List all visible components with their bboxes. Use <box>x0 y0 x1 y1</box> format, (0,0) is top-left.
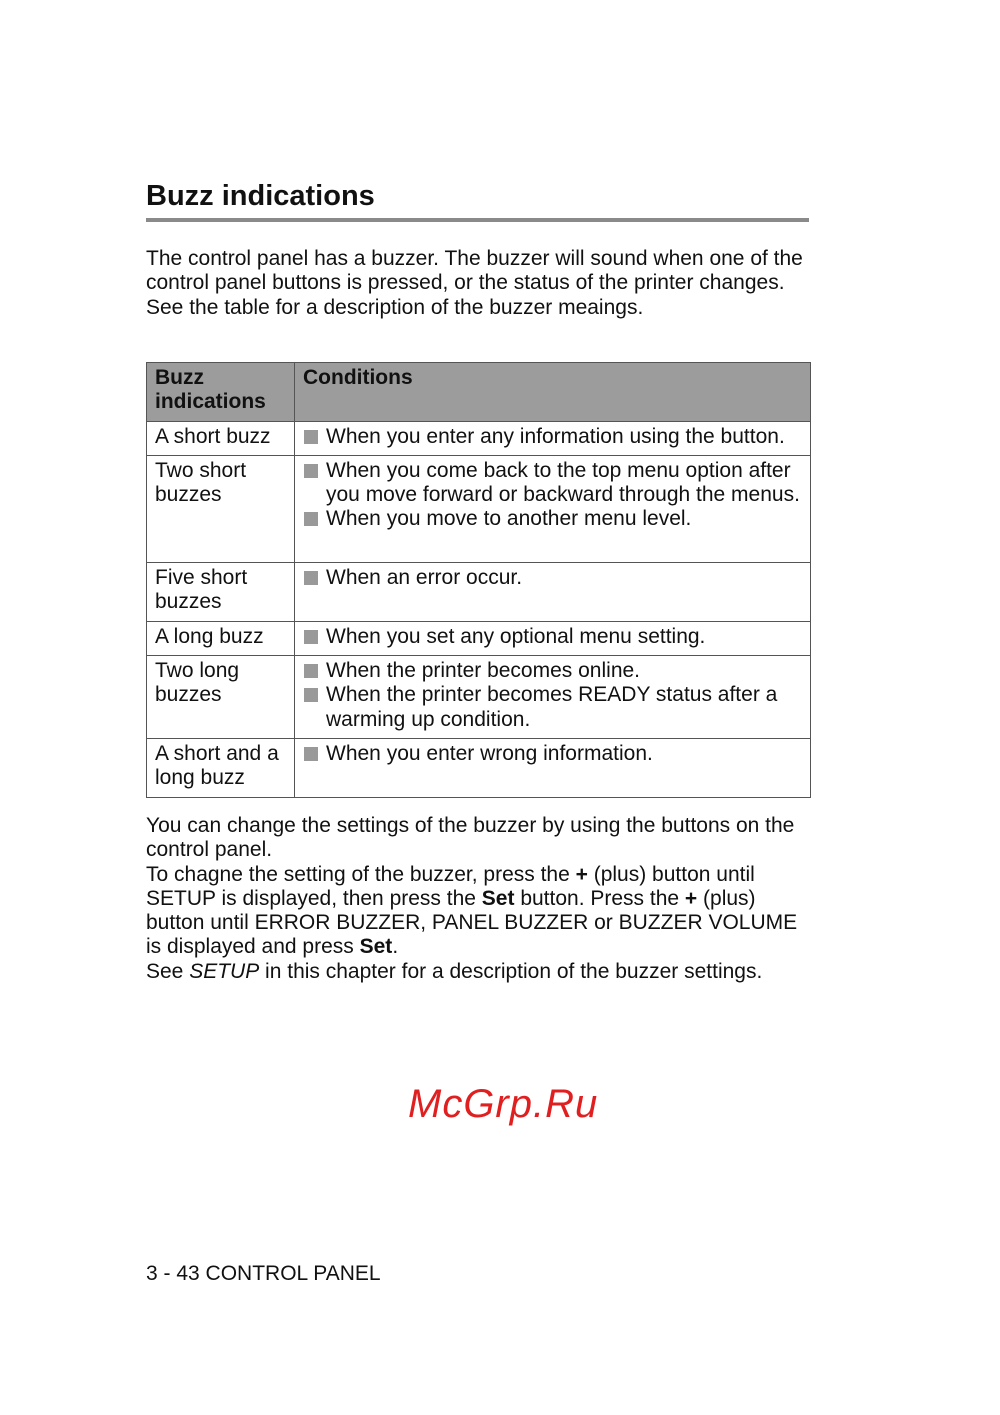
table-row <box>147 656 811 739</box>
buzz-cell: A short and a long buzz <box>147 739 295 798</box>
condition-bullet: When you enter any information using the button. <box>303 425 802 449</box>
text: in this chapter for a description of the buzzer settings. <box>259 959 763 983</box>
condition-bullet: When an error occur. <box>303 566 802 590</box>
text: See <box>146 959 190 983</box>
conditions-cell <box>295 656 811 739</box>
setup-ref: SETUP <box>189 959 260 983</box>
buzz-cell: Five short buzzes <box>147 562 295 621</box>
table-header-row <box>147 363 811 422</box>
p2 <box>146 863 816 960</box>
conditions-cell <box>295 562 811 621</box>
text: (plus) button until SETUP is displayed, then press the <box>146 862 755 910</box>
buzz-cell: A long buzz <box>147 621 295 655</box>
buzz-table <box>146 362 811 798</box>
plus-key: + <box>575 862 588 886</box>
text: . <box>392 935 399 959</box>
table-row <box>147 562 811 621</box>
table-row <box>147 621 811 655</box>
text: (plus) button until ERROR BUZZER, PANEL BUZZER or BUZZER VOLUME is displayed and press <box>146 886 798 959</box>
condition-bullet: When you enter wrong information. <box>303 742 802 766</box>
buzz-cell: Two short buzzes <box>147 455 295 562</box>
condition-bullet: When you move to another menu level. <box>303 507 802 531</box>
conditions-cell <box>295 421 811 455</box>
plus-key: + <box>684 886 698 910</box>
intro-paragraph: The control panel has a buzzer. The buzzer will sound when one of the control panel buttons is pressed, or the status of the printer changes. See the table for a description of the buzzer meaings. <box>146 247 803 319</box>
set-key: Set <box>481 886 515 910</box>
condition-bullet: When you come back to the top menu option after you move forward or backward through the menus. <box>303 459 802 508</box>
title-rule <box>146 218 809 222</box>
set-key: Set <box>359 935 393 959</box>
conditions-cell <box>295 455 811 562</box>
p3 <box>146 960 816 984</box>
text: To chagne the setting of the buzzer, press the <box>146 862 576 886</box>
condition-bullet: When you set any optional menu setting. <box>303 625 802 649</box>
buzz-cell: Two long buzzes <box>147 656 295 739</box>
table-row <box>147 421 811 455</box>
header-buzz: Buzz indications <box>147 363 295 422</box>
buzz-cell: A short buzz <box>147 421 295 455</box>
text: button. Press the <box>514 886 685 910</box>
condition-bullet: When the printer becomes READY status after a warming up condition. <box>303 683 802 732</box>
table-row <box>147 739 811 798</box>
page-title: Buzz indications <box>146 180 375 212</box>
watermark: McGrp.Ru <box>408 1082 599 1126</box>
page-footer: 3 - 43 CONTROL PANEL <box>146 1262 381 1285</box>
table-row <box>147 455 811 562</box>
condition-bullet: When the printer becomes online. <box>303 659 802 683</box>
conditions-cell <box>295 739 811 798</box>
after-paragraph <box>146 814 816 984</box>
header-conditions: Conditions <box>295 363 811 422</box>
conditions-cell <box>295 621 811 655</box>
p1: You can change the settings of the buzzer by using the buttons on the control panel. <box>146 814 795 862</box>
